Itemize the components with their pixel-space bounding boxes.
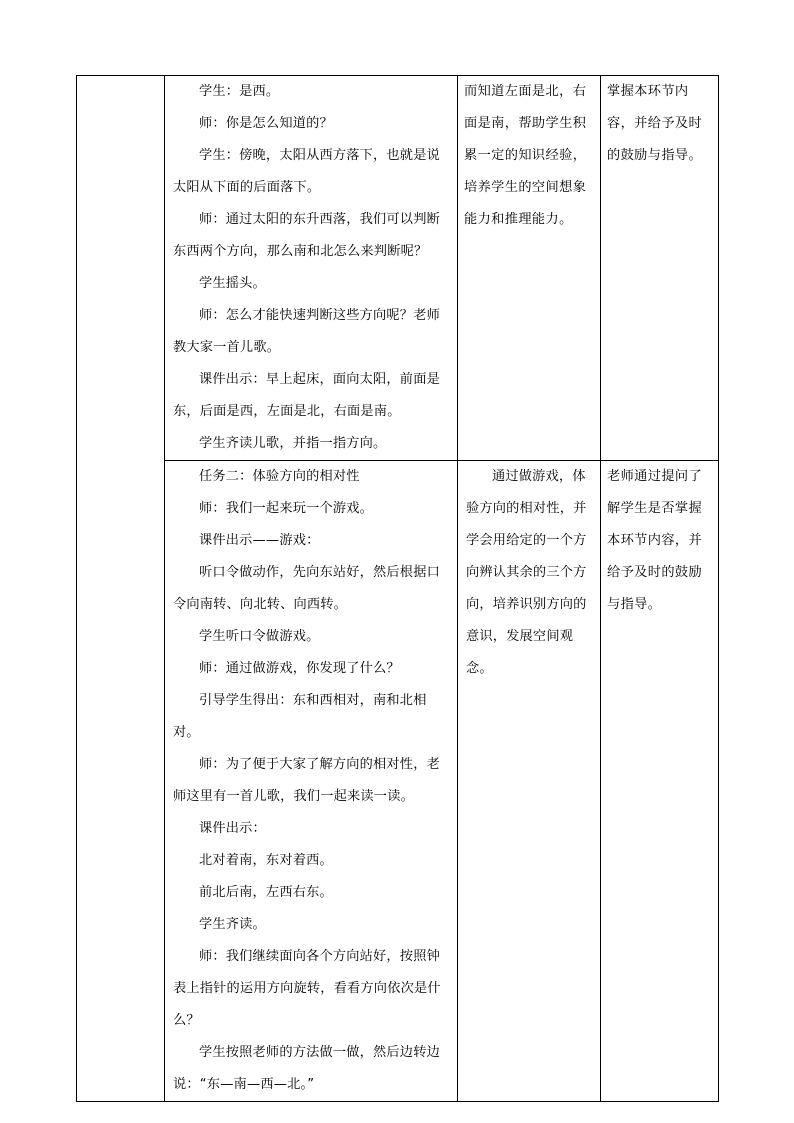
process-line: 师：你是怎么知道的？ — [199, 116, 333, 131]
process-line: 任务二：体验方向的相对性 — [199, 469, 360, 484]
process-line: 引导学生得出：东和西相对，南和北相对。 — [173, 693, 427, 740]
process-line: 课件出示——游戏： — [199, 533, 320, 548]
table-row — [77, 76, 719, 461]
process-line: 学生齐读儿歌，并指一指方向。 — [199, 436, 387, 451]
process-line: 师：通过太阳的东升西落，我们可以判断东西两个方向，那么南和北怎么来判断呢？ — [173, 212, 440, 259]
process-line: 课件出示：早上起床，面向太阳，前面是东，后面是西，左面是北，右面是南。 — [173, 372, 440, 419]
process-cell — [165, 76, 458, 461]
process-line: 学生：是西。 — [199, 84, 280, 99]
process-line: 听口令做动作，先向东站好，然后根据口令向南转、向北转、向西转。 — [173, 565, 440, 612]
process-line: 学生摇头。 — [199, 276, 266, 291]
process-cell — [165, 461, 458, 1102]
intent-text: 而知道左面是北，右面是南，帮助学生积累一定的知识经验，培养学生的空间想象能力和推理能力。 — [464, 84, 587, 227]
evaluation-cell — [601, 76, 719, 461]
process-line: 师：我们继续面向各个方向站好，按照钟表上指针的运用方向旋转，看看方向依次是什么？ — [173, 949, 441, 1028]
process-line: 师：怎么才能快速判断这些方向呢？老师教大家一首儿歌。 — [173, 308, 440, 355]
stage-cell — [77, 76, 165, 1102]
process-line: 师：通过做游戏，你发现了什么？ — [199, 661, 400, 676]
process-line: 学生听口令做游戏。 — [199, 629, 320, 644]
evaluation-cell — [601, 461, 719, 1102]
intent-text: 通过做游戏，体验方向的相对性，并学会用给定的一个方向辨认其余的三个方向，培养识别方向的意识，发展空间观念。 — [466, 469, 587, 676]
process-line: 师：为了便于大家了解方向的相对性，老师这里有一首儿歌，我们一起来读一读。 — [173, 757, 440, 804]
intent-cell — [458, 461, 601, 1102]
process-line: 学生：傍晚，太阳从西方落下，也就是说太阳从下面的后面落下。 — [173, 148, 440, 195]
process-line: 学生齐读。 — [199, 917, 266, 932]
process-line: 前北后南，左西右东。 — [199, 885, 333, 900]
evaluation-text: 掌握本环节内容，并给予及时的鼓励与指导。 — [607, 84, 703, 163]
process-line: 课件出示： — [199, 821, 266, 836]
table-row — [77, 461, 719, 1102]
process-line: 师：我们一起来玩一个游戏。 — [199, 501, 374, 516]
lesson-plan-table — [76, 75, 719, 1102]
process-line: 北对着南，东对着西。 — [199, 853, 333, 868]
evaluation-text: 老师通过提问了解学生是否掌握本环节内容，并给予及时的鼓励与指导。 — [607, 469, 703, 612]
process-line: 学生按照老师的方法做一做，然后边转边说：“东—南—西—北。” — [173, 1045, 440, 1092]
intent-cell — [458, 76, 601, 461]
